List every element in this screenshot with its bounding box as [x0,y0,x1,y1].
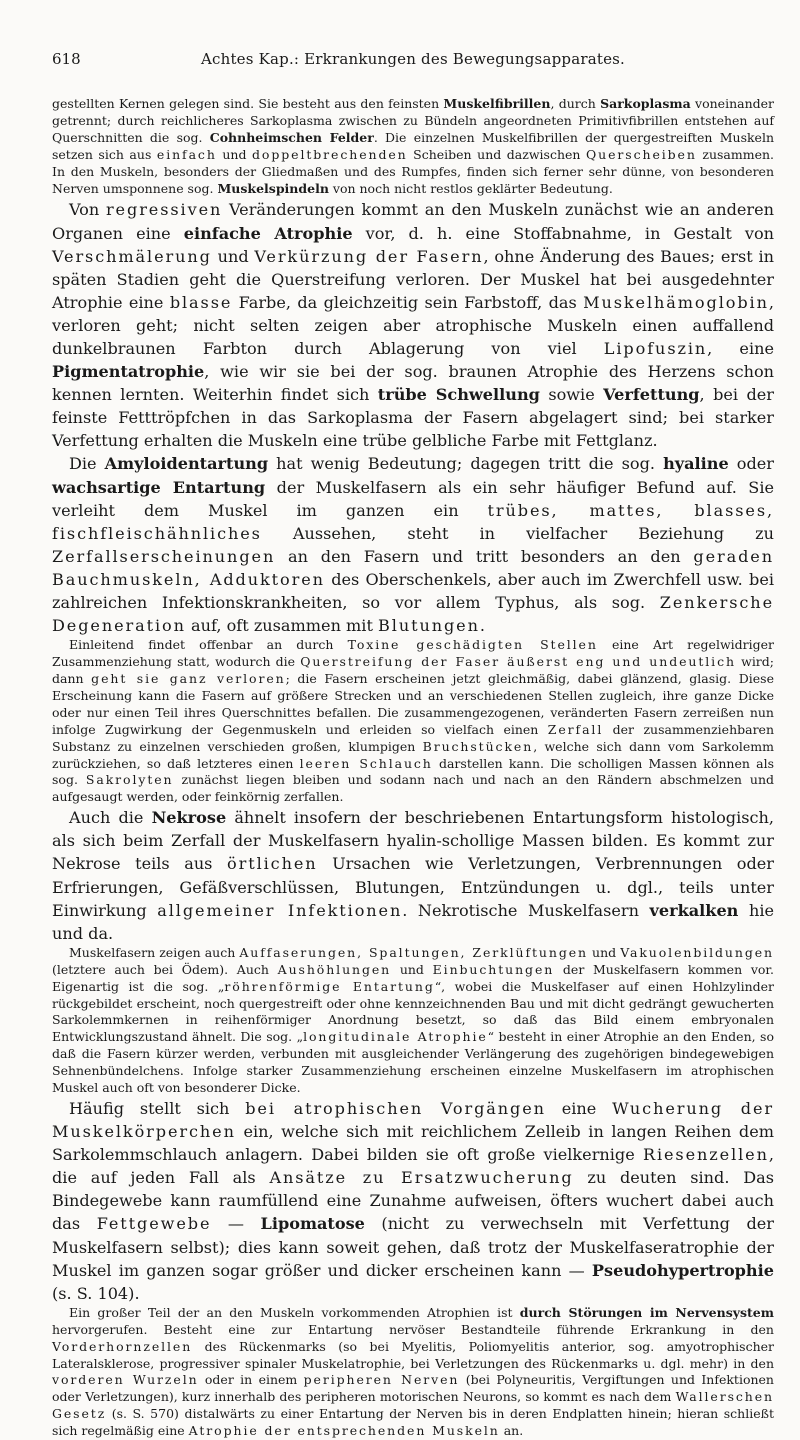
text-run: oder [728,454,774,474]
text-run: der Muskelfasern kommen vor. Eigenartig ist die sog. „ [52,961,774,994]
text-run: . Nekrotische Muskelfasern [402,900,650,920]
paragraph-6 [52,945,774,1097]
text-run: (s. S. 104). [52,1283,140,1303]
text-run: Von [69,200,106,220]
text-run: ähnelt insofern der beschriebenen Entartungsform histologisch, als sich beim Zerfall der Muskelfasern hyalin-schollige Massen bilden. Es kommt zur Nekrose teils aus [52,808,774,874]
spaced-emphasis: Muskelhämoglobin [583,292,769,312]
text-run: , wie wir sie bei der sog. braunen Atrophie des Herzens schon kennen lernten. Weiterhin findet sich [52,362,774,405]
text-run: an. [499,1423,524,1439]
text-run: der zusammenziehbaren Substanz zu einzelnen verschieden großen, klumpigen [52,721,775,754]
bold-term: Pseudohypertrophie [591,1260,774,1280]
paragraph-5 [52,806,774,945]
text-run: Auch die [69,808,152,828]
text-run: Ursachen wie Verletzungen, Verbrennungen oder Erfrierungen, Gefäßverschlüssen, Blutungen, Entzündungen u. dgl., teils unter Einwirkung [52,854,774,920]
bold-term: Nekrose [151,808,227,828]
text-run: (letztere auch bei Ödem). Auch [52,961,278,977]
text-run: zunächst liegen bleiben und sodann nach und nach an den Rändern abschmelzen und aufgesaugt werden, oder feinkörnig zerfallen. [52,772,775,805]
spaced-emphasis: Verschmälerung [52,246,212,266]
spaced-emphasis: geraden Bauchmuskeln, Adduktoren [52,546,774,589]
spaced-emphasis: Zerfall [547,721,604,737]
text-run: . [479,616,485,636]
bold-term: wachsartige Entartung [52,477,266,497]
text-run: oder in einem [198,1372,304,1388]
body-text [52,96,774,1440]
spaced-emphasis: vorderen Wurzeln [52,1372,199,1388]
text-run: “, wobei die Muskelfaser auf einen Hohlzylinder rückgebildet erscheint, noch quergestreift oder ohne kennzeichnenden Bau und mit dicht gedrängt gewucherten Sarkolemmkernen in reihenförmiger Anordnung besetzt, so daß das Bild einem embryonalen Entwicklungszustand ähnelt. Die sog. „ [52,978,774,1045]
text-run: und [211,246,255,266]
spaced-emphasis: Einbuchtungen [432,961,555,977]
text-run: hervorgerufen. Besteht eine zur Entartung nervöser Bestandteile führende Erkrankung in den [52,1321,774,1337]
text-run: eine [545,1099,613,1118]
text-run: sowie [539,385,604,405]
text-run: eine Art regelwidriger Zusammenziehung statt, wodurch die [52,637,774,670]
text-run: . Die einzelnen Muskelfibrillen der quergestreiften Muskeln setzen sich aus [52,129,774,162]
text-run: “ besteht in einer Atrophie an den Enden, so daß die Fasern kürzer werden, verbunden mit ausgleichender Verlängerung des zugehörigen bindegewebigen Sehnenbündelchens. Infolge starker Zusammenziehung erscheinen einzelne Muskelfasern im atrophischen Muskel auch oft von besonderer Dicke. [52,1029,774,1096]
text-run: , welche sich dann vom Sarkolemm zurückziehen, so daß letzteres einen [52,738,774,771]
text-run: , ohne Änderung des Baues; erst in späten Stadien geht die Querstreifung verloren. Der Muskel hat bei ausgedehnter Atrophie eine [52,246,775,312]
text-run: , verloren geht; nicht selten zeigen aber atrophische Muskeln einen auffallend dunkelbraunen Farbton durch Ablagerung von viel [52,292,774,358]
text-run: , die auf jeden Fall als [52,1145,774,1188]
bold-term: durch Störungen im Nervensystem [519,1304,774,1320]
text-run: (nicht zu verwechseln mit Verfettung der Muskelfasern selbst); dies kann soweit gehen, daß trotz der Muskelfaseratrophie der Muskel im ganzen sogar größer und dicker erscheinen kann — [52,1214,775,1280]
text-run: — [211,1214,261,1234]
spaced-emphasis: bei atrophischen Vorgängen [245,1099,546,1118]
spaced-emphasis: einfach [156,146,217,162]
spaced-emphasis: leeren Schlauch [299,755,433,771]
spaced-emphasis: Zerfallserscheinungen [52,546,276,566]
paragraph-8 [52,1305,774,1440]
spaced-emphasis: Sakrolyten [85,772,174,788]
spaced-emphasis: geht sie ganz verloren [91,671,286,687]
text-run: vor, d. h. eine Stoffabnahme, in Gestalt von [352,223,775,243]
text-run: Häufig stellt sich [69,1099,246,1118]
text-run: ; die Fasern erscheinen jetzt gleichmäßig, dabei glänzend, glasig. Diese Erscheinung kann die Fasern auf größere Strecken und an verschiedenen Stellen zugleich, ihre ganze Dicke oder nur einen Teil ihres Querschnittes befallen. Die zusammengezogenen, veränderten Fasern zerreißen nun infolge Zugwirkung der Gegenmuskeln und erleiden so vielfach einen [52,671,774,737]
spaced-emphasis: longitudinale Atrophie [303,1029,488,1045]
text-run: ein, welche sich mit reichlichem Zelleib in langen Reihen dem Sarkolemmschlauch anlagern. Dabei bilden sie oft große vielkernige [52,1122,774,1165]
bold-term: Verfettung [603,385,700,405]
bold-term: Amyloidentartung [104,454,269,474]
paragraph-7 [52,1097,774,1305]
text-run: , eine [707,339,774,358]
text-run: Farbe, da gleichzeitig sein Farbstoff, das [232,292,584,312]
spaced-emphasis: Riesenzellen [642,1145,769,1165]
spaced-emphasis: Ansätze zu Ersatzwucherung [269,1168,574,1188]
text-run: zu deuten sind. Das Bindegewebe kann raumfüllend eine Zunahme aufweisen, öfters wuchert dabei auch das [52,1168,774,1234]
paragraph-3 [52,452,774,637]
text-run: (s. S. 570) distalwärts zu einer Entartung der Nerven bis in deren Endplatten hinein; hieran schließt sich regelmäßig eine [52,1406,774,1439]
spaced-emphasis: trübes, mattes, blasses, fischfleischähnliches [52,500,774,543]
paragraph-1 [52,96,774,197]
paragraph-4 [52,637,774,806]
spaced-emphasis: Verkürzung der Fasern [254,246,484,266]
text-run: zusammen. In den Muskeln, besonders der Gliedmaßen und des Rumpfes, finden sich ferner sehr dünne, von besonderen Nerven umsponnene sog. [52,146,774,196]
text-run: von noch nicht restlos geklärter Bedeutung. [328,180,613,196]
text-run: hat wenig Bedeutung; dagegen tritt die sog. [268,454,664,474]
text-run: Veränderungen kommt an den Muskeln zunächst wie an anderen Organen eine [52,200,774,243]
bold-term: hyaline [663,454,729,474]
running-head [52,50,774,78]
text-run: Die [69,454,105,474]
spaced-emphasis: peripheren Nerven [303,1372,460,1388]
spaced-emphasis: allgemeiner Infektionen [157,900,403,920]
text-run: Aussehen, steht in vielfacher Beziehung zu [261,523,774,543]
text-run: Muskelfasern zeigen auch [69,944,240,960]
text-run: des Oberschenkels, aber auch im Zwerchfell usw. bei zahlreichen Infektionskrankheiten, so vor allem Typhus, als sog. [52,569,774,613]
text-run: voneinander getrennt; durch reichlicheres Sarkoplasma zwischen zu Bündeln angeordneten Primitivfibrillen entstehen auf Querschnitten die sog. [52,96,774,145]
spaced-emphasis: Auffaserungen, Spaltungen, Zerklüftungen [239,944,588,960]
spaced-emphasis: Blutungen [378,616,480,636]
spaced-emphasis: Toxine geschädigten Stellen [347,637,598,653]
spaced-emphasis: röhrenförmige Entartung [224,978,435,994]
text-run: darstellen kann. Die scholligen Massen können als sog. [52,755,774,788]
bold-term: trübe Schwellung [377,385,540,405]
text-run: der Muskelfasern als ein sehr häufiger Befund auf. Sie verleiht dem Muskel im ganzen ein [52,477,774,520]
bold-term: Sarkoplasma [600,96,691,111]
spaced-emphasis: Atrophie der entsprechenden Muskeln [188,1423,500,1439]
bold-term: Cohnheimschen Felder [209,129,374,145]
spaced-emphasis: Bruchstücken [422,738,534,754]
text-run: und [216,146,253,162]
page-number: 618 [52,50,81,68]
spaced-emphasis: Wallerschen Gesetz [52,1389,774,1422]
text-run: gestellten Kernen gelegen sind. Sie besteht aus den feinsten [52,96,444,111]
bold-term: Muskelspindeln [217,180,329,196]
text-run: (bei Polyneuritis, Vergiftungen und Infektionen oder Verletzungen), kurz innerhalb des peripheren motorischen Neurons, so kommt es nach dem [52,1372,774,1405]
spaced-emphasis: blasse [169,292,233,312]
text-run: und [391,961,433,977]
spaced-emphasis: Querscheiben [586,146,697,162]
text-run: Ein großer Teil der an den Muskeln vorkommenden Atrophien ist [69,1304,520,1320]
spaced-emphasis: Fettgewebe [96,1214,212,1234]
bold-term: einfache Atrophie [183,223,353,243]
spaced-emphasis: regressiven [105,200,223,220]
text-run: des Rückenmarks (so bei Myelitis, Poliomyelitis anterior, sog. amyotrophischer Lateralsklerose, progressiver spinaler Muskelatrophie, bei Verletzungen des Rückenmarks u. dgl. mehr) in den [52,1338,774,1371]
bold-term: Pigmentatrophie [52,362,205,382]
spaced-emphasis: Zenkersche Degeneration [52,593,774,636]
text-run: Einleitend findet offenbar an durch [69,637,348,653]
text-run: , bei der feinste Fetttröpfchen in das Sarkoplasma der Fasern abgelagert sind; bei starker Verfettung erhalten die Muskeln eine trübe gelbliche Farbe mit Fettglanz. [52,385,774,451]
spaced-emphasis: örtlichen [227,854,318,874]
bold-term: Lipomatose [260,1214,365,1234]
text-run: an den Fasern und tritt besonders an den [275,546,694,566]
chapter-title: Achtes Kap.: Erkrankungen des Bewegungsapparates. [200,50,626,68]
spaced-emphasis: Lipofuszin [603,339,708,358]
spaced-emphasis: Vakuolenbildungen [620,944,774,960]
spaced-emphasis: Querstreifung der Faser äußerst eng und undeutlich [300,654,736,670]
spaced-emphasis: doppeltbrechenden [252,146,408,162]
paragraph-2 [52,198,774,452]
spaced-emphasis: Aushöhlungen [277,961,392,977]
text-run: , durch [550,96,601,111]
text-run: auf, oft zusammen mit [185,616,379,636]
text-run: hie und da. [52,900,774,943]
text-run: wird; dann [52,654,774,687]
spaced-emphasis: Vorderhornzellen [52,1338,193,1354]
spaced-emphasis: Wucherung der Muskelkörperchen [52,1099,775,1142]
text-run: Scheiben und dazwischen [407,146,587,162]
text-run: und [587,944,621,960]
bold-term: Muskelfibrillen [443,96,551,111]
bold-term: verkalken [649,900,739,920]
